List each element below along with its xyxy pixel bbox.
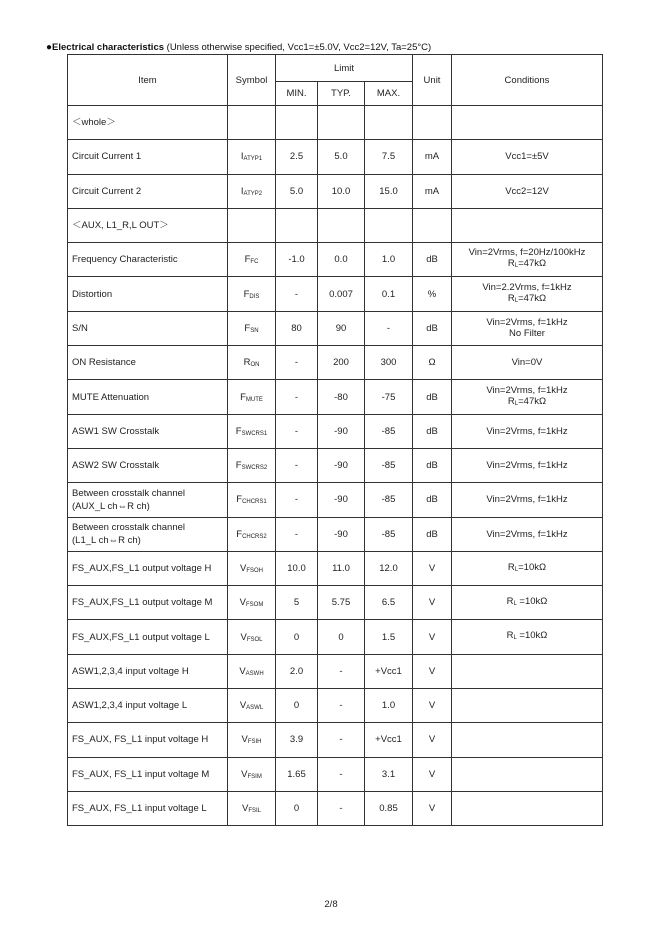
item-cell: MUTE Attenuation <box>68 380 228 414</box>
empty-cell <box>365 106 413 140</box>
item-line: (AUX_L ch⇔R ch) <box>72 500 150 512</box>
min-cell: 0 <box>276 620 318 654</box>
typ-cell: 5.75 <box>318 586 365 620</box>
condition-line: Vin=2Vrms, f=1kHz <box>486 384 568 396</box>
symbol-letter: F <box>244 254 251 266</box>
unit-cell: mA <box>413 140 452 174</box>
typ-cell: - <box>318 757 365 791</box>
conditions-cell <box>452 174 603 208</box>
symbol-subscript: ATYP1 <box>243 156 263 163</box>
unit-cell: V <box>413 620 452 654</box>
section-heading <box>46 42 431 53</box>
min-cell: - <box>276 346 318 380</box>
symbol-subscript: SWCRS2 <box>241 465 268 472</box>
conditions-cell <box>452 483 603 517</box>
max-cell: 1.0 <box>365 689 413 723</box>
condition-value: =10kΩ <box>518 561 547 573</box>
condition-subscript: L <box>514 400 519 407</box>
table-row <box>68 620 603 654</box>
empty-cell <box>413 106 452 140</box>
condition-symbol: R <box>506 630 514 642</box>
symbol-cell <box>228 311 276 345</box>
condition-symbol: R <box>507 292 515 304</box>
unit-cell: dB <box>413 414 452 448</box>
typ-cell: 0 <box>318 620 365 654</box>
item-cell: FS_AUX,FS_L1 output voltage L <box>68 620 228 654</box>
empty-cell <box>228 208 276 242</box>
unit-cell: V <box>413 654 452 688</box>
table-row <box>68 277 603 311</box>
min-cell: 2.5 <box>276 140 318 174</box>
unit-cell: dB <box>413 517 452 551</box>
min-cell: 3.9 <box>276 723 318 757</box>
table-row <box>68 723 603 757</box>
symbol-letter: V <box>239 563 247 574</box>
header-unit: Unit <box>413 55 452 106</box>
symbol-letter: F <box>236 494 243 506</box>
condition-line: Vcc1=±5V <box>505 151 549 163</box>
page-number: 2/8 <box>324 899 338 910</box>
unit-cell: V <box>413 586 452 620</box>
symbol-cell <box>228 654 276 688</box>
table-row <box>68 689 603 723</box>
table-body <box>68 106 603 826</box>
symbol-letter: F <box>235 425 242 437</box>
table-row <box>68 346 603 380</box>
empty-cell <box>452 208 603 242</box>
max-cell: +Vcc1 <box>365 723 413 757</box>
table-row <box>68 483 603 517</box>
symbol-cell <box>228 277 276 311</box>
condition-line: Vin=2Vrms, f=1kHz <box>486 317 568 329</box>
condition-value: =47kΩ <box>518 292 547 304</box>
symbol-letter: V <box>239 700 247 712</box>
typ-cell: - <box>318 654 365 688</box>
typ-cell: 10.0 <box>318 174 365 208</box>
symbol-cell <box>228 791 276 825</box>
symbol-letter: V <box>241 803 249 815</box>
condition-value: =10kΩ <box>516 630 548 642</box>
conditions-cell <box>452 380 603 414</box>
conditions-cell <box>452 757 603 791</box>
unit-cell: mA <box>413 174 452 208</box>
condition-value: =10kΩ <box>516 595 548 607</box>
max-cell: 0.85 <box>365 791 413 825</box>
section-row <box>68 208 603 242</box>
condition-symbol: R <box>506 595 514 607</box>
typ-cell: -90 <box>318 448 365 482</box>
item-cell: ASW2 SW Crosstalk <box>68 448 228 482</box>
condition-symbol: R <box>507 258 515 270</box>
unit-cell: Ω <box>413 346 452 380</box>
symbol-cell <box>228 448 276 482</box>
condition-subscript: L <box>514 297 519 304</box>
condition-value: =47kΩ <box>518 395 547 407</box>
heading-conditions: (Unless otherwise specified, Vcc1=±5.0V, Vcc2=12V, Ta=25°C) <box>164 42 432 53</box>
symbol-letter: F <box>240 391 246 403</box>
item-cell: FS_AUX, FS_L1 input voltage L <box>68 791 228 825</box>
item-cell: ASW1 SW Crosstalk <box>68 414 228 448</box>
symbol-cell <box>228 757 276 791</box>
item-cell: ON Resistance <box>68 346 228 380</box>
symbol-subscript: FSOL <box>246 636 263 643</box>
min-cell: - <box>276 483 318 517</box>
condition-symbol: R <box>507 395 515 407</box>
min-cell: 80 <box>276 311 318 345</box>
empty-cell <box>276 208 318 242</box>
symbol-subscript: FSOM <box>246 602 264 609</box>
empty-cell <box>318 106 365 140</box>
symbol-subscript: MUTE <box>245 396 263 403</box>
condition-line: Vin=2Vrms, f=1kHz <box>486 460 568 472</box>
symbol-subscript: FC <box>250 259 259 266</box>
empty-cell <box>228 106 276 140</box>
table-row <box>68 174 603 208</box>
typ-cell: -90 <box>318 517 365 551</box>
unit-cell: V <box>413 689 452 723</box>
symbol-letter: V <box>240 631 247 643</box>
symbol-subscript: FSIM <box>247 773 262 780</box>
symbol-subscript: FSIH <box>247 739 262 746</box>
header-max: MAX. <box>365 82 413 106</box>
symbol-subscript: ASWH <box>245 670 264 677</box>
symbol-letter: F <box>244 322 251 334</box>
unit-cell: % <box>413 277 452 311</box>
table-row <box>68 380 603 414</box>
symbol-letter: V <box>239 597 246 609</box>
symbol-subscript: ON <box>250 362 260 369</box>
symbol-cell <box>228 586 276 620</box>
condition-symbol: R <box>507 561 515 573</box>
typ-cell: - <box>318 689 365 723</box>
max-cell: - <box>365 311 413 345</box>
item-cell: Circuit Current 2 <box>68 174 228 208</box>
conditions-cell <box>452 346 603 380</box>
symbol-subscript: DIS <box>249 293 260 300</box>
max-cell: +Vcc1 <box>365 654 413 688</box>
item-cell: Distortion <box>68 277 228 311</box>
item-cell: Frequency Characteristic <box>68 243 228 277</box>
condition-line: Vin=2Vrms, f=1kHz <box>486 528 568 540</box>
conditions-cell <box>452 517 603 551</box>
condition-value: =47kΩ <box>518 258 547 270</box>
symbol-subscript: SWCRS1 <box>241 430 268 437</box>
item-line: (L1_L ch⇔R ch) <box>72 535 141 547</box>
unit-cell: dB <box>413 380 452 414</box>
condition-subscript: L <box>513 635 517 642</box>
min-cell: 2.0 <box>276 654 318 688</box>
unit-cell: V <box>413 791 452 825</box>
item-cell: FS_AUX, FS_L1 input voltage H <box>68 723 228 757</box>
table-row <box>68 757 603 791</box>
item-cell: FS_AUX,FS_L1 output voltage M <box>68 586 228 620</box>
item-cell: FS_AUX,FS_L1 output voltage H <box>68 551 228 585</box>
unit-cell: dB <box>413 483 452 517</box>
table-row <box>68 586 603 620</box>
conditions-cell <box>452 140 603 174</box>
conditions-cell <box>452 551 603 585</box>
condition-subscript: L <box>514 263 519 270</box>
max-cell: -85 <box>365 483 413 517</box>
min-cell: - <box>276 448 318 482</box>
section-label: ＜whole＞ <box>68 106 228 140</box>
typ-cell: 0.007 <box>318 277 365 311</box>
typ-cell: 11.0 <box>318 551 365 585</box>
min-cell: 0 <box>276 791 318 825</box>
min-cell: - <box>276 380 318 414</box>
typ-cell: -80 <box>318 380 365 414</box>
symbol-cell <box>228 414 276 448</box>
max-cell: -75 <box>365 380 413 414</box>
condition-line: Vin=2Vrms, f=20Hz/100kHz <box>468 247 586 259</box>
unit-cell: dB <box>413 243 452 277</box>
max-cell: -85 <box>365 414 413 448</box>
min-cell: - <box>276 517 318 551</box>
condition-line: Vin=0V <box>511 357 543 369</box>
symbol-letter: F <box>236 528 243 540</box>
condition-line: Vin=2.2Vrms, f=1kHz <box>482 281 572 293</box>
typ-cell: 200 <box>318 346 365 380</box>
max-cell: 7.5 <box>365 140 413 174</box>
conditions-cell <box>452 620 603 654</box>
header-symbol: Symbol <box>228 55 276 106</box>
symbol-cell <box>228 517 276 551</box>
condition-subscript: L <box>514 566 519 573</box>
min-cell: -1.0 <box>276 243 318 277</box>
conditions-cell <box>452 689 603 723</box>
max-cell: -85 <box>365 448 413 482</box>
conditions-cell <box>452 791 603 825</box>
symbol-cell <box>228 723 276 757</box>
conditions-cell <box>452 654 603 688</box>
empty-cell <box>318 208 365 242</box>
header-min: MIN. <box>276 82 318 106</box>
table-row <box>68 448 603 482</box>
symbol-cell <box>228 346 276 380</box>
table-row <box>68 791 603 825</box>
electrical-characteristics-table <box>67 54 603 826</box>
condition-subscript: L <box>513 600 517 607</box>
typ-cell: - <box>318 723 365 757</box>
condition-line: Vcc2=12V <box>505 185 549 197</box>
empty-cell <box>276 106 318 140</box>
symbol-letter: V <box>241 768 248 780</box>
item-cell <box>68 517 228 551</box>
min-cell: 5.0 <box>276 174 318 208</box>
section-label: ＜AUX, L1_R,L OUT＞ <box>68 208 228 242</box>
table-row <box>68 140 603 174</box>
typ-cell: - <box>318 791 365 825</box>
bullet-icon: ● <box>46 42 53 53</box>
max-cell: 6.5 <box>365 586 413 620</box>
symbol-subscript: CHCRS1 <box>242 499 267 506</box>
max-cell: 3.1 <box>365 757 413 791</box>
empty-cell <box>365 208 413 242</box>
table-row <box>68 311 603 345</box>
typ-cell: -90 <box>318 483 365 517</box>
item-cell: Circuit Current 1 <box>68 140 228 174</box>
item-cell <box>68 483 228 517</box>
unit-cell: dB <box>413 311 452 345</box>
item-line: Between crosstalk channel <box>72 487 186 499</box>
table-row <box>68 414 603 448</box>
symbol-cell <box>228 380 276 414</box>
max-cell: 0.1 <box>365 277 413 311</box>
conditions-cell <box>452 311 603 345</box>
conditions-cell <box>452 448 603 482</box>
symbol-letter: F <box>235 460 242 472</box>
unit-cell: V <box>413 757 452 791</box>
table-row <box>68 551 603 585</box>
max-cell: 15.0 <box>365 174 413 208</box>
item-line: Between crosstalk channel <box>72 522 186 534</box>
table-row <box>68 654 603 688</box>
typ-cell: 90 <box>318 311 365 345</box>
min-cell: - <box>276 414 318 448</box>
symbol-letter: I <box>240 151 244 163</box>
header-conditions: Conditions <box>452 55 603 106</box>
conditions-cell <box>452 277 603 311</box>
item-cell: ASW1,2,3,4 input voltage L <box>68 689 228 723</box>
symbol-letter: V <box>239 665 246 677</box>
conditions-cell <box>452 414 603 448</box>
max-cell: -85 <box>365 517 413 551</box>
condition-line: No Filter <box>509 328 545 340</box>
symbol-subscript: CHCRS2 <box>242 533 267 540</box>
conditions-cell <box>452 243 603 277</box>
conditions-cell <box>452 586 603 620</box>
conditions-cell <box>452 723 603 757</box>
condition-line: Vin=2Vrms, f=1kHz <box>486 494 568 506</box>
typ-cell: 5.0 <box>318 140 365 174</box>
max-cell: 1.5 <box>365 620 413 654</box>
unit-cell: V <box>413 551 452 585</box>
symbol-letter: I <box>240 185 244 197</box>
symbol-subscript: SN <box>250 327 259 334</box>
symbol-cell <box>228 551 276 585</box>
item-cell: S/N <box>68 311 228 345</box>
item-cell: ASW1,2,3,4 input voltage H <box>68 654 228 688</box>
table-row <box>68 517 603 551</box>
symbol-letter: R <box>243 357 251 369</box>
symbol-letter: V <box>241 734 248 746</box>
max-cell: 12.0 <box>365 551 413 585</box>
symbol-subscript: FSOH <box>246 568 263 574</box>
symbol-cell <box>228 483 276 517</box>
symbol-cell <box>228 174 276 208</box>
item-cell: FS_AUX, FS_L1 input voltage M <box>68 757 228 791</box>
header-item: Item <box>68 55 228 106</box>
min-cell: 0 <box>276 689 318 723</box>
max-cell: 300 <box>365 346 413 380</box>
min-cell: 1.65 <box>276 757 318 791</box>
symbol-subscript: FSIL <box>248 808 261 815</box>
header-limit: Limit <box>276 55 413 82</box>
symbol-letter: F <box>243 288 250 300</box>
empty-cell <box>413 208 452 242</box>
symbol-cell <box>228 140 276 174</box>
heading-title: Electrical characteristics <box>52 42 165 53</box>
condition-line: Vin=2Vrms, f=1kHz <box>486 425 568 437</box>
symbol-subscript: ASWL <box>246 705 264 712</box>
min-cell: 5 <box>276 586 318 620</box>
symbol-cell <box>228 620 276 654</box>
max-cell: 1.0 <box>365 243 413 277</box>
unit-cell: V <box>413 723 452 757</box>
typ-cell: -90 <box>318 414 365 448</box>
symbol-cell <box>228 243 276 277</box>
min-cell: 10.0 <box>276 551 318 585</box>
symbol-cell <box>228 689 276 723</box>
min-cell: - <box>276 277 318 311</box>
unit-cell: dB <box>413 448 452 482</box>
typ-cell: 0.0 <box>318 243 365 277</box>
symbol-subscript: ATYP2 <box>243 190 263 197</box>
empty-cell <box>452 106 603 140</box>
section-row <box>68 106 603 140</box>
table-row <box>68 243 603 277</box>
header-typ: TYP. <box>318 82 365 106</box>
